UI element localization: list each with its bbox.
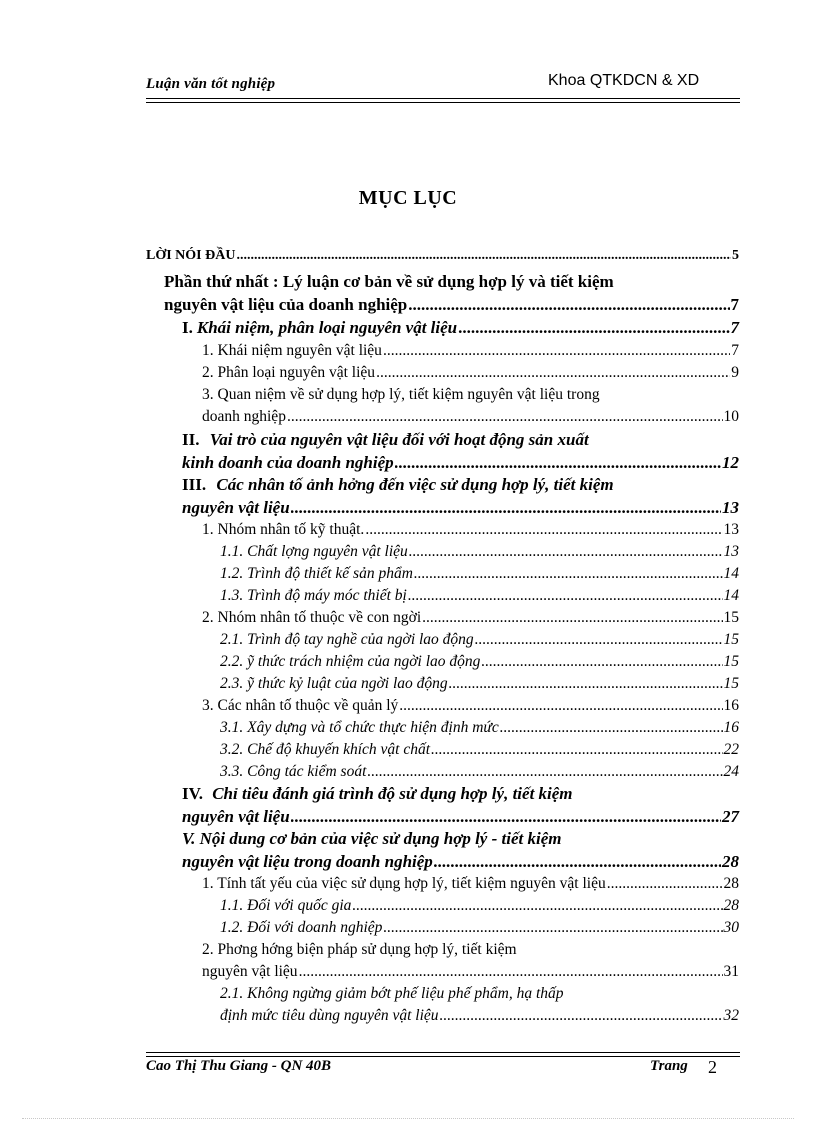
dot-leader [236, 245, 731, 267]
toc-entry[interactable] [182, 317, 739, 339]
toc-entry-text: 2. Phơng hớng biện pháp sử dụng hợp lý, tiết kiệm [202, 941, 517, 958]
page-edge [22, 1118, 794, 1119]
toc-entry-page: 13 [722, 498, 739, 517]
toc-entry[interactable] [182, 474, 614, 496]
header-thesis-label: Luận văn tốt nghiệp [146, 76, 276, 92]
toc-entry[interactable] [220, 673, 739, 695]
toc-entry-number: II. [182, 430, 200, 449]
toc-entry[interactable] [220, 917, 739, 939]
toc-entry[interactable] [202, 340, 739, 362]
toc-entry-text: Vai trò của nguyên vật liệu đối với hoạt động sản xuất [209, 430, 589, 449]
toc-entry-text: kinh doanh của doanh nghiệp [182, 453, 394, 472]
toc-entry-text: 1.2. Đối với doanh nghiệp [220, 919, 383, 936]
toc-entry[interactable] [182, 806, 739, 828]
toc-entry-text: 1. Tính tất yếu của việc sử dụng hợp lý, tiết kiệm nguyên vật liệu [202, 875, 606, 892]
toc-entry-text: 1.1. Đối với quốc gia [220, 897, 352, 914]
toc-entry-text: 2.1. Không ngừng giảm bớt phế liệu phế phẩm, hạ thấp [220, 985, 564, 1002]
toc-entry-text: 2. Phân loại nguyên vật liệu [202, 364, 376, 381]
toc-entry-page: 7 [730, 295, 739, 314]
dot-leader [408, 585, 723, 607]
toc-entry[interactable] [202, 406, 739, 428]
toc-entry-text: 2.2. ỹ thức trách nhiệm của ngời lao động [220, 653, 481, 670]
toc-entry[interactable] [164, 271, 614, 293]
dot-leader [287, 406, 723, 428]
toc-entry-page: 13 [723, 521, 739, 538]
toc-entry[interactable] [202, 961, 739, 983]
toc-entry-text: doanh nghiệp [202, 408, 286, 425]
toc-entry-text: 1.1. Chất lợng nguyên vật liệu [220, 543, 408, 560]
toc-entry-text: nguyên vật liệu [182, 807, 290, 826]
footer-divider [146, 1052, 740, 1053]
toc-entry-text: 2.3. ỹ thức kỷ luật của ngời lao động [220, 675, 448, 692]
header-faculty-label: Khoa QTKDCN & XD [548, 72, 700, 89]
toc-entry-page: 15 [723, 653, 739, 670]
toc-entry-page: 30 [723, 919, 739, 936]
toc-entry-page: 24 [723, 763, 739, 780]
toc-entry-text: 1.3. Trình độ máy móc thiết bị [220, 587, 407, 604]
dot-leader [367, 761, 722, 783]
toc-entry-page: 28 [723, 897, 739, 914]
toc-entry-page: 15 [723, 675, 739, 692]
toc-entry-page: 7 [731, 342, 739, 359]
toc-entry-text: 3.3. Công tác kiểm soát [220, 763, 367, 780]
toc-entry[interactable] [182, 429, 589, 451]
dot-leader [299, 961, 723, 983]
toc-entry-text: 3. Các nhân tố thuộc về quản lý [202, 697, 399, 714]
toc-entry[interactable] [220, 651, 739, 673]
toc-entry-page: 13 [723, 543, 739, 560]
toc-entry-page: 28 [722, 852, 739, 871]
dot-leader [291, 806, 721, 828]
header-divider [146, 102, 740, 103]
dot-leader [383, 340, 730, 362]
toc-entry[interactable] [202, 607, 739, 629]
dot-leader [458, 317, 729, 339]
dot-leader [449, 673, 723, 695]
toc-entry-page: 27 [722, 807, 739, 826]
toc-entry-page: 32 [723, 1007, 739, 1024]
toc-entry[interactable] [220, 983, 564, 1005]
dot-leader [399, 695, 722, 717]
toc-entry[interactable] [220, 717, 739, 739]
dot-leader [352, 895, 722, 917]
toc-entry-text: định mức tiêu dùng nguyên vật liệu [220, 1007, 439, 1024]
toc-entry-text: nguyên vật liệu [202, 963, 298, 980]
header-divider [146, 98, 740, 99]
toc-entry-page: 9 [731, 364, 739, 381]
toc-entry-page: 14 [723, 587, 739, 604]
dot-leader [414, 563, 723, 585]
dot-leader [408, 294, 729, 316]
dot-leader [291, 497, 721, 519]
toc-entry-page: 5 [732, 248, 739, 263]
toc-entry-text: Phần thứ nhất : Lý luận cơ bản về sử dụng hợp lý và tiết kiệm [164, 272, 614, 291]
toc-entry[interactable] [220, 761, 739, 783]
toc-entry[interactable] [202, 362, 739, 384]
toc-entry[interactable] [182, 828, 561, 850]
toc-entry-page: 15 [723, 631, 739, 648]
footer-page-number: 2 [708, 1057, 717, 1077]
toc-entry[interactable] [202, 519, 739, 541]
dot-leader [365, 519, 722, 541]
toc-entry-page: 14 [723, 565, 739, 582]
dot-leader [440, 1005, 723, 1027]
toc-entry-page: 10 [723, 408, 739, 425]
toc-entry[interactable] [182, 783, 573, 805]
dot-leader [395, 452, 721, 474]
toc-entry[interactable] [202, 695, 739, 717]
toc-entry[interactable] [182, 497, 739, 519]
toc-entry[interactable] [220, 585, 739, 607]
toc-entry-text: V. Nội dung cơ bản của việc sử dụng hợp lý - tiết kiệm [182, 829, 562, 848]
toc-entry-page: 7 [730, 318, 739, 337]
toc-entry-text: 3. Quan niệm về sử dụng hợp lý, tiết kiệm nguyên vật liệu trong [202, 386, 600, 403]
dot-leader [607, 873, 723, 895]
dot-leader [422, 607, 722, 629]
dot-leader [481, 651, 722, 673]
footer-page-label: Trang [650, 1058, 688, 1074]
toc-entry-page: 16 [723, 719, 739, 736]
toc-entry[interactable] [202, 939, 517, 961]
dot-leader [434, 851, 721, 873]
toc-entry-text: LỜI NÓI ĐẦU [146, 248, 236, 263]
footer-divider [146, 1056, 740, 1057]
toc-entry[interactable] [164, 294, 739, 316]
toc-entry-text: 2.1. Trình độ tay nghề của ngời lao động [220, 631, 474, 648]
toc-entry-text: Khái niệm, phân loại nguyên vật liệu [196, 318, 458, 337]
toc-entry[interactable] [182, 851, 739, 873]
dot-leader [431, 739, 722, 761]
toc-entry[interactable] [220, 1005, 739, 1027]
toc-entry-page: 22 [723, 741, 739, 758]
toc-entry-page: 16 [723, 697, 739, 714]
toc-entry-text: 1.2. Trình độ thiết kế sản phẩm [220, 565, 413, 582]
toc-entry-text: 1. Nhóm nhân tố kỹ thuật. [202, 521, 365, 538]
toc-entry-text: Chỉ tiêu đánh giá trình độ sử dụng hợp lý, tiết kiệm [212, 784, 573, 803]
dot-leader [475, 629, 723, 651]
toc-entry[interactable] [202, 384, 600, 406]
toc-entry-page: 28 [723, 875, 739, 892]
toc-entry-text: 1. Khái niệm nguyên vật liệu [202, 342, 382, 359]
toc-entry-number: III. [182, 475, 207, 494]
toc-entry-page: 15 [723, 609, 739, 626]
toc-entry[interactable] [202, 873, 739, 895]
toc-entry[interactable] [220, 739, 739, 761]
toc-entry[interactable] [182, 452, 739, 474]
toc-entry[interactable] [220, 563, 739, 585]
footer-author: Cao Thị Thu Giang - QN 40B [146, 1058, 332, 1074]
dot-leader [383, 917, 722, 939]
toc-entry-page: 31 [723, 963, 739, 980]
toc-entry-text: nguyên vật liệu của doanh nghiệp [164, 295, 408, 314]
toc-entry[interactable] [220, 895, 739, 917]
dot-leader [409, 541, 723, 563]
dot-leader [376, 362, 730, 384]
toc-entry[interactable] [220, 629, 739, 651]
toc-entry-text: nguyên vật liệu [182, 498, 290, 517]
toc-entry[interactable] [220, 541, 739, 563]
toc-entry[interactable] [146, 245, 739, 267]
page-title: MỤC LỤC [358, 187, 458, 209]
dot-leader [500, 717, 723, 739]
toc-entry-text: 3.1. Xây dựng và tổ chức thực hiện định mức [220, 719, 499, 736]
toc-entry-text: Các nhân tố ảnh hởng đến việc sử dụng hợp lý, tiết kiệm [216, 475, 614, 494]
toc-entry-number: I. [182, 318, 193, 337]
toc-entry-number: IV. [182, 784, 203, 803]
toc-entry-text: 2. Nhóm nhân tố thuộc về con ngời [202, 609, 422, 626]
toc-entry-page: 12 [722, 453, 739, 472]
toc-entry-text: 3.2. Chế độ khuyến khích vật chất [220, 741, 431, 758]
toc-entry-text: nguyên vật liệu trong doanh nghiệp [182, 852, 433, 871]
